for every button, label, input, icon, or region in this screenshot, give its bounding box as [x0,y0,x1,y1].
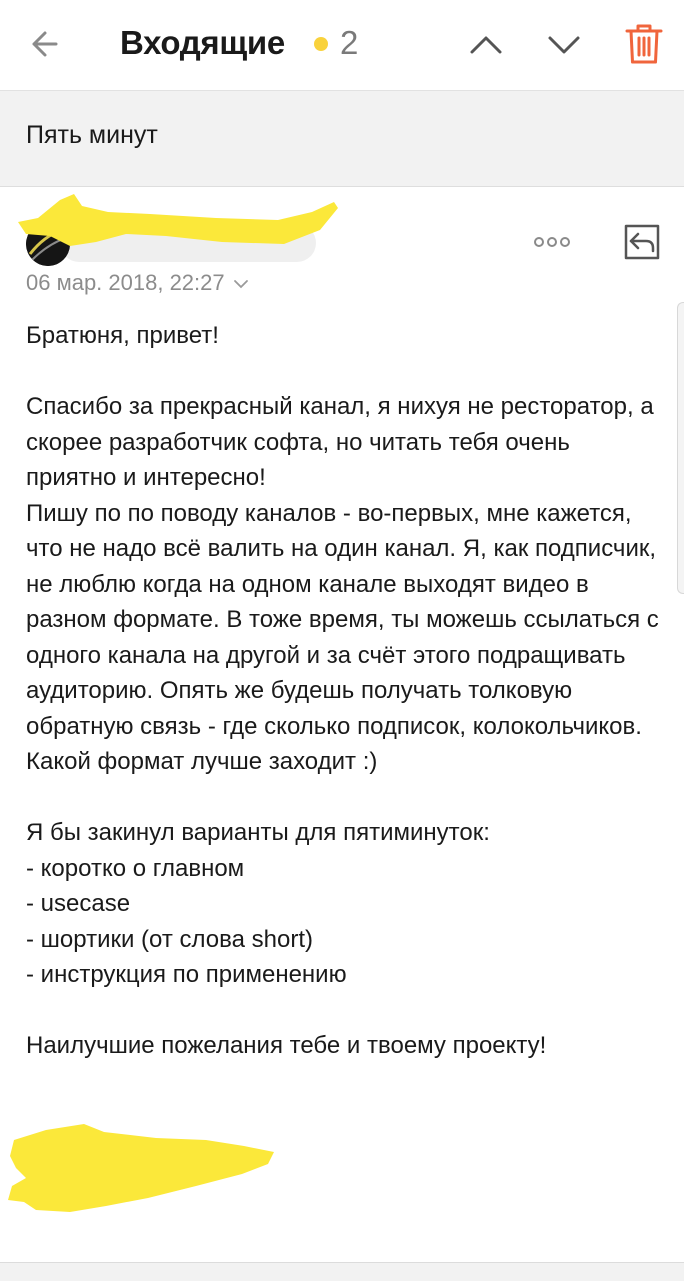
folder-title: Входящие [120,24,285,61]
body-list-intro: Я бы закинул варианты для пятиминуток: [26,819,490,846]
body-closing: Наилучшие пожелания тебе и твоему проекту! [26,1032,547,1059]
chevron-down-icon[interactable] [540,22,588,66]
unread-count: 2 [340,24,359,61]
top-app-bar [0,0,684,91]
subject-bar [0,91,684,187]
trash-icon[interactable] [622,20,666,68]
bottom-toolbar [0,1262,684,1281]
body-paragraph: Спасибо за прекрасный канал, я нихуя не ресторатор, а скорее разработчик софта, но читать тебя очень приятно и интересно! [26,393,654,491]
scrollbar[interactable] [677,302,684,594]
body-greeting: Братюня, привет! [26,322,219,349]
reply-icon[interactable] [620,220,664,264]
message-subject: Пять минут [26,121,158,149]
message-body [26,318,666,1064]
list-item: - usecase [26,890,131,917]
body-paragraph: Пишу по по поводу каналов - во-первых, мне кажется, что не надо всё валить на один канал. Я, как подписчик, не люблю когда на одном канале выходят видео в разном формате. В тоже время, ты можешь ссылаться с одного канала на другой и за счёт этого подращивать аудиторию. Опять же будешь получать толковую обратную связь - где сколько подписок, колокольчиков. Какой формат лучше заходит :) [26,499,659,775]
chevron-down-icon [233,278,249,290]
unread-indicator-dot [314,37,328,51]
redaction-mark [6,1120,278,1216]
list-item: - инструкция по применению [26,961,347,988]
chevron-up-icon[interactable] [462,22,510,66]
list-item: - шортики (от слова short) [26,925,313,953]
list-item: - коротко о главном [26,854,245,882]
more-dots-icon[interactable] [530,230,574,254]
message-date-text: 06 мар. 2018, 22:27 [26,270,225,295]
back-arrow-icon[interactable] [26,22,70,66]
message-date[interactable] [26,270,249,296]
redaction-mark [16,188,338,258]
